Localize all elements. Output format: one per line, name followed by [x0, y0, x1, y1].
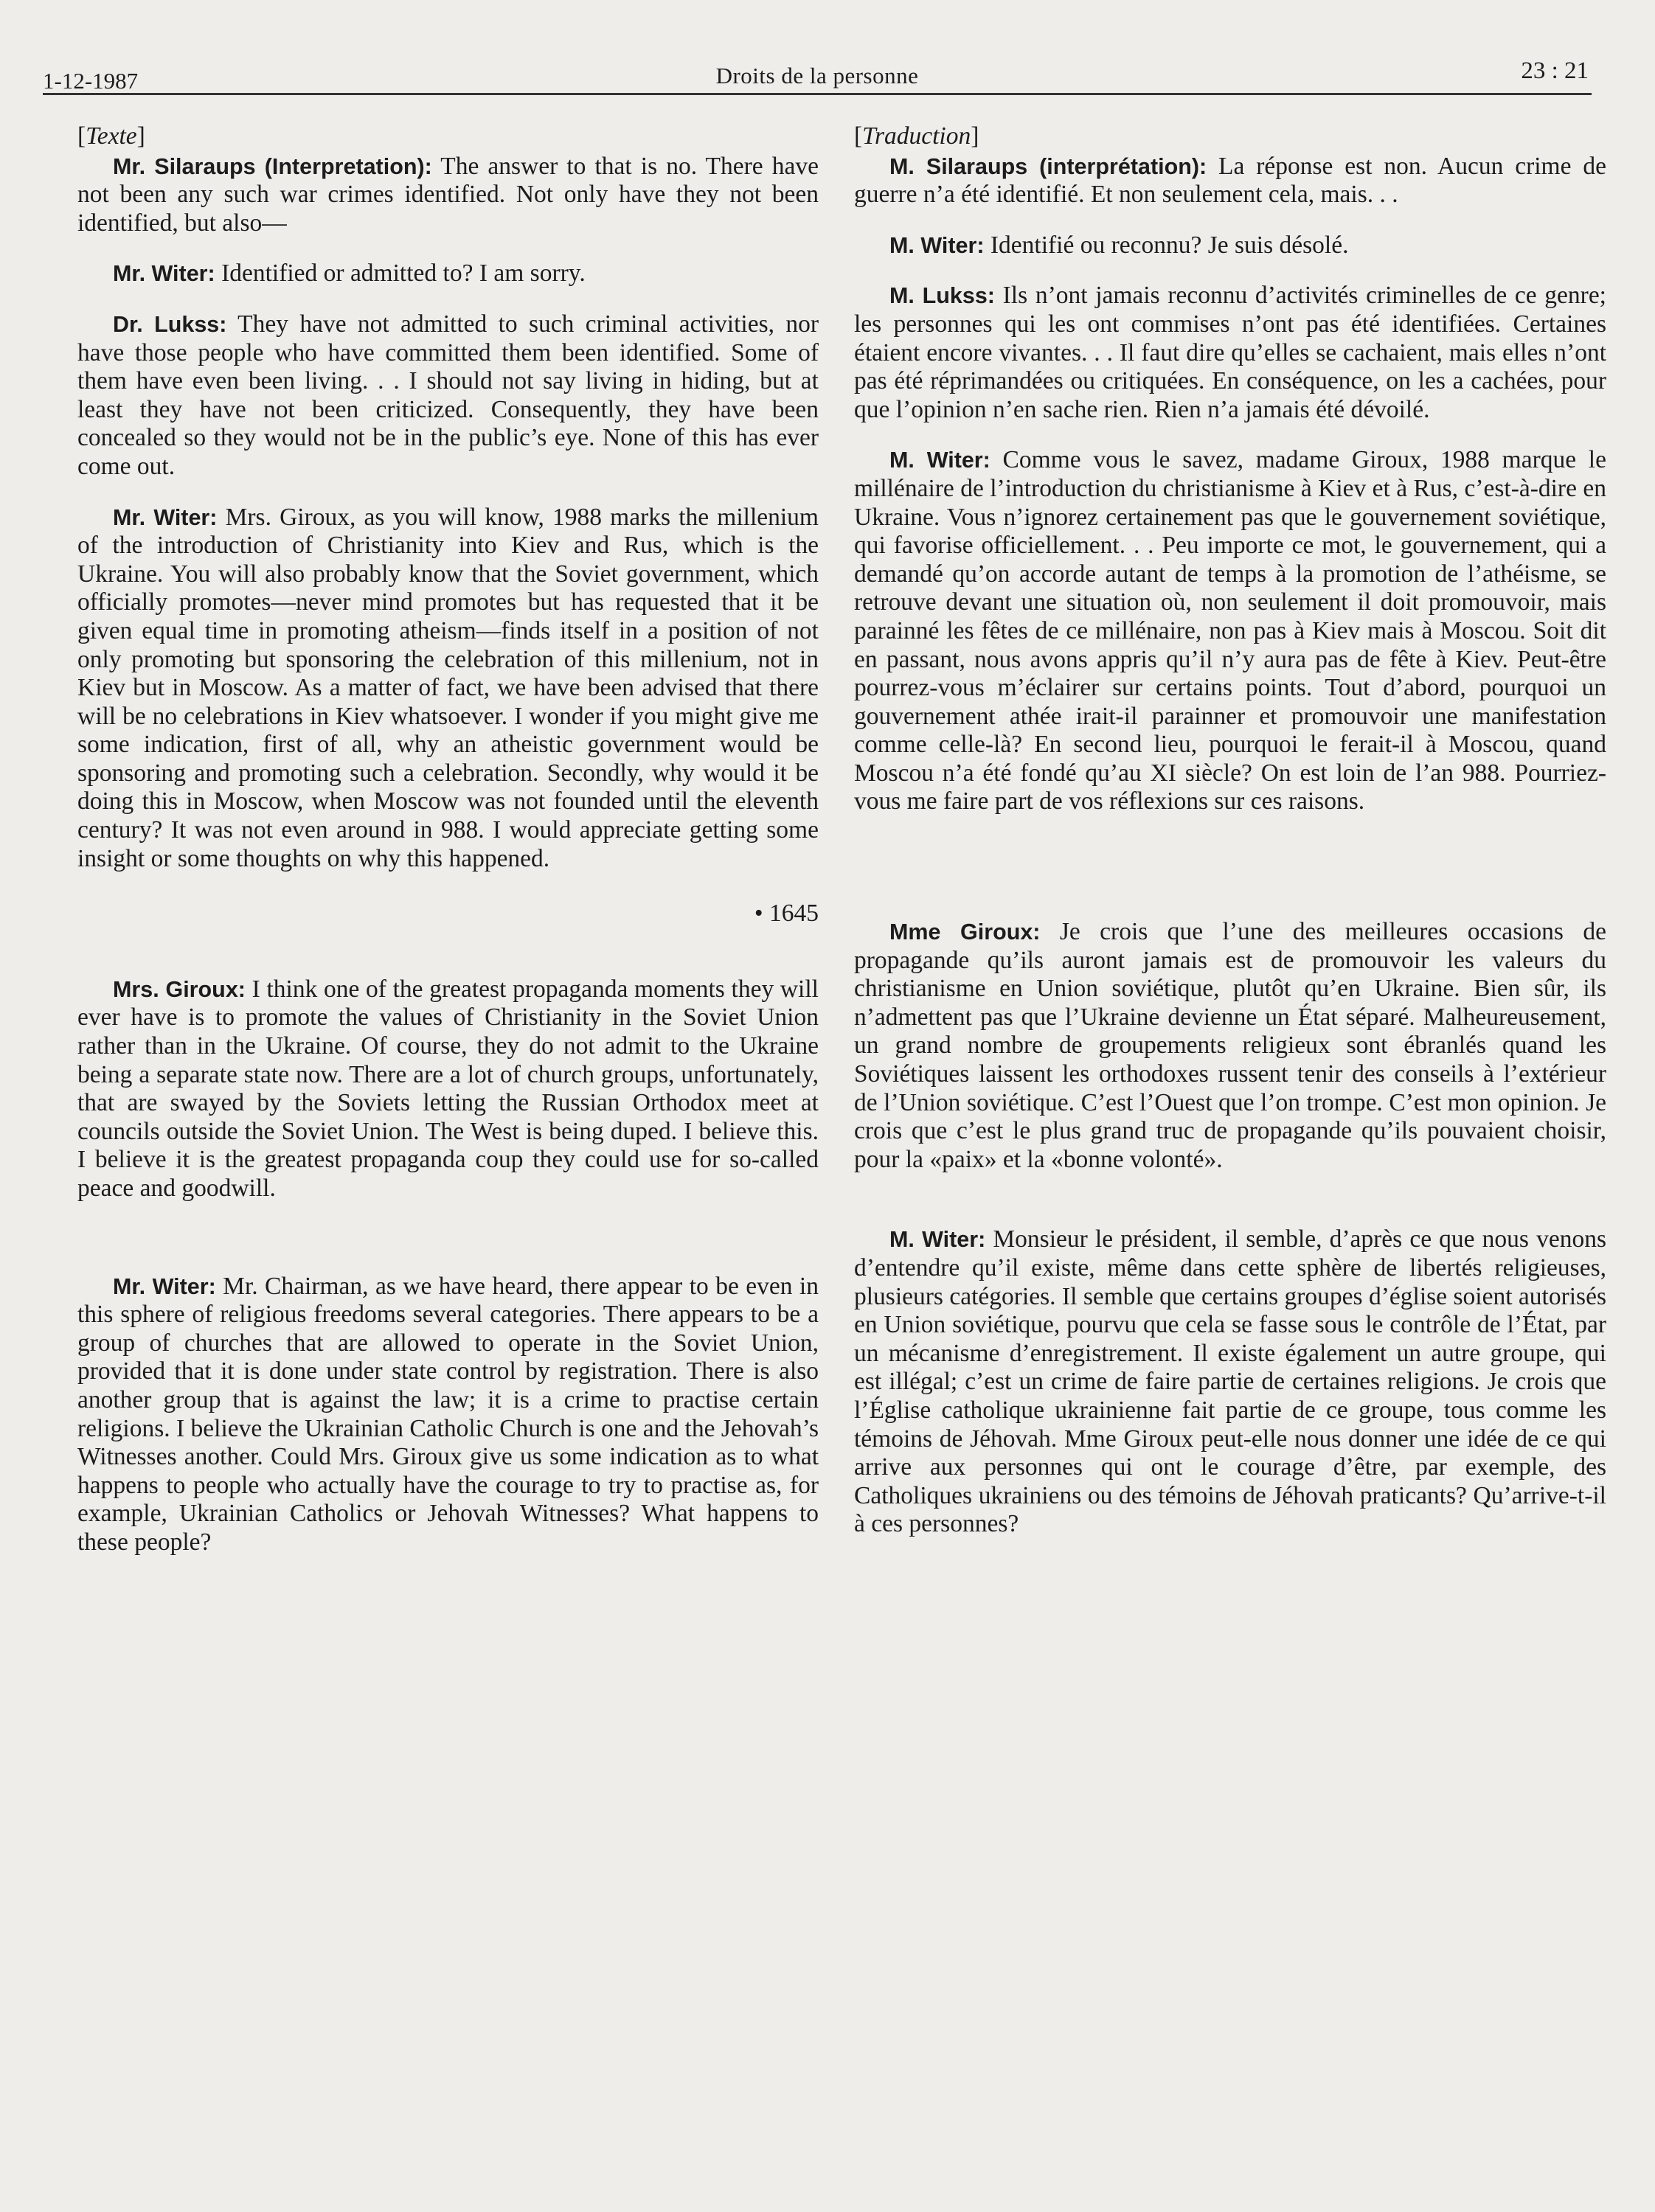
paragraph-text: Monsieur le président, il semble, d’après ce que nous venons d’entendre qu’il existe, même dans cette sphère de libertés religieuses, plusieurs catégories. Il semble que certains groupes d’église soient autorisés en Union soviétique, pourvu que cela se fasse sous le contrôle de l’État, par un mécanisme d’enregistrement. Il existe également un autre groupe, qui est illégal; c’est un crime de faire partie de certaines religions. Je crois que l’Église catholique ukrainienne fait partie de ce groupe, tous comme les témoins de Jéhovah. Mme Giroux peut-elle nous donner une idée de ce qui arrive aux personnes qui ont le courage d’être, par exemple, des Catholiques ukrainiens ou des témoins de Jéhovah praticants? Qu’arrive-t-il à ces personnes? [854, 1225, 1606, 1538]
paragraph-text: Mr. Chairman, as we have heard, there appear to be even in this sphere of religious freedoms several categories. There appears to be a group of churches that are allowed to operate in the Soviet Union, provided that it is done under state control by registration. There is also another group that is against the law; it is a crime to practise certain religions. I believe the Ukrainian Catholic Church is one and the Jehovah’s Witnesses another. Could Mrs. Giroux give us some indication as to what happens to people who actually have the courage to try to practise as, for example, Ukrainian Catholics or Jehovah Witnesses? What happens to these people? [77, 1272, 819, 1556]
column-label: [Traduction] [854, 122, 979, 150]
paragraph-text: Identified or admitted to? I am sorry. [215, 260, 586, 288]
paragraph [77, 260, 819, 288]
speaker-name: M. Witer: [889, 232, 985, 258]
paragraph [854, 1225, 1606, 1539]
paragraph-text: Ils n’ont jamais reconnu d’activités criminelles de ce genre; les personnes qui les ont commises n’ont pas été identifiées. Certaines étaient encore vivantes. . . Il faut dire qu’elles se cachaient, mais elles n’ont pas été réprimandées ou critiquées. En conséquence, on les a cachées, pour que l’opinion n’en sache rien. Rien n’a jamais été dévoilé. [854, 282, 1606, 423]
paragraph [854, 282, 1606, 424]
speaker-name: Mr. Witer: [113, 261, 215, 287]
speaker-name: Mr. Silaraups (Interpretation): [113, 153, 432, 179]
speaker-name: Mrs. Giroux: [113, 976, 246, 1002]
speaker-name: M. Silaraups (interprétation): [889, 153, 1207, 179]
speaker-name: Dr. Lukss: [113, 311, 227, 337]
paragraph [77, 153, 819, 238]
paragraph-text: Mrs. Giroux, as you will know, 1988 marks the millenium of the introduction of Christianity into Kiev and Rus, which is the Ukraine. You will also probably know that the Soviet government, which officially promotes—never mind promotes but has requested that it be given equal time in promoting atheism—finds itself in a position of not only promoting but sponsoring the celebration of this millenium, not in Kiev but in Moscow. As a matter of fact, we have been advised that there will be no celebrations in Kiev whatsoever. I wonder if you might give me some indication, first of all, why an atheistic government would be sponsoring and promoting such a celebration. Secondly, why would it be doing this in Moscow, when Moscow was not founded until the eleventh century? It was not even around in 988. I would appreciate getting some insight or some thoughts on why this happened. [77, 503, 819, 872]
running-header [43, 52, 1592, 95]
paragraph [77, 504, 819, 874]
speaker-name: Mme Giroux: [889, 919, 1041, 945]
english-column [77, 122, 819, 1557]
paragraph [77, 1273, 819, 1557]
speaker-name: M. Witer: [889, 1227, 986, 1253]
paragraph-text: Je crois que l’une des meilleures occasions de propagande qu’ils auront jamais est de promouvoir les valeurs du christianisme en Union soviétique, plutôt qu’en Ukraine. Bien sûr, ils n’admettent pas que l’Ukraine devienne un État séparé. Malheureusement, un grand nombre de groupements religieux sont ébranlés quand les Soviétiques laissent les orthodoxes russent tenir des conseils à l’extérieur de l’Union soviétique. C’est l’Ouest que l’on trompe. C’est mon opinion. Je crois que c’est le plus grand truc de propagande qu’ils pouvaient choisir, pour la «paix» et la «bonne volonté». [854, 918, 1606, 1173]
timestamp: • 1645 [754, 900, 819, 928]
header-page-number: 23 : 21 [1521, 58, 1589, 84]
paragraph-text: La réponse est non. Aucun crime de guerre n’a été identifié. Et non seulement cela, mais. . . [854, 152, 1606, 209]
header-title: Droits de la personne [715, 63, 919, 88]
paragraph [854, 918, 1606, 1174]
column-label: [Texte] [77, 122, 145, 150]
paragraph-text: They have not admitted to such criminal activities, nor have those people who have committed them been identified. Some of them have even been living. . . I should not say living in hiding, but at least they have not been criticized. Consequently, they have been concealed so they would not be in the public’s eye. None of this has ever come out. [77, 310, 819, 480]
speaker-name: M. Witer: [889, 448, 990, 473]
paragraph [77, 975, 819, 1203]
speaker-name: Mr. Witer: [113, 504, 218, 530]
paragraph-text: I think one of the greatest propaganda moments they will ever have is to promote the values of Christianity in the Soviet Union rather than in the Ukraine. Of course, they do not admit to the Ukraine being a separate state now. There are a lot of church groups, unfortunately, that are swayed by the Soviets letting the Russian Orthodox meet at councils outside the Soviet Union. The West is being duped. I believe this. I believe it is the greatest propaganda coup they could use for so-called peace and goodwill. [77, 975, 819, 1202]
paragraph [854, 153, 1606, 209]
speaker-name: Mr. Witer: [113, 1273, 216, 1299]
paragraph [77, 310, 819, 481]
header-date: 1-12-1987 [43, 68, 139, 94]
speaker-name: M. Lukss: [889, 283, 995, 309]
french-column [854, 122, 1606, 1539]
paragraph [854, 232, 1606, 260]
paragraph-text: Identifié ou reconnu? Je suis désolé. [984, 231, 1349, 259]
paragraph-text: The answer to that is no. There have not been any such war crimes identified. Not only have they not been identified, but also— [77, 152, 819, 237]
paragraph [854, 446, 1606, 816]
paragraph-text: Comme vous le savez, madame Giroux, 1988 marque le millénaire de l’introduction du christianisme à Kiev et à Rus, c’est-à-dire en Ukraine. Vous n’ignorez certainement pas que le gouvernement soviétique, qui favorise officiellement. . . Peu importe ce mot, le gouvernement, qui a demandé qu’on accorde autant de temps à la promotion de l’athéisme, se retrouve devant une situation où, non seulement il doit promouvoir, mais parainné les fêtes de ce millénaire, non pas à Kiev mais à Moscou. Soit dit en passant, nous avons appris qu’il n’y aura pas de fête à Kiev. Peut-être pourrez-vous m’éclairer sur certains points. Tout d’abord, pourquoi un gouvernement athée irait-il parainner et promouvoir une manifestation comme celle-là? En second lieu, pourquoi le ferait-il à Moscou, quand Moscou n’a été fondé qu’au XI siècle? On est loin de l’an 988. Pourriez-vous me faire part de vos réflexions sur ces raisons. [854, 446, 1606, 815]
